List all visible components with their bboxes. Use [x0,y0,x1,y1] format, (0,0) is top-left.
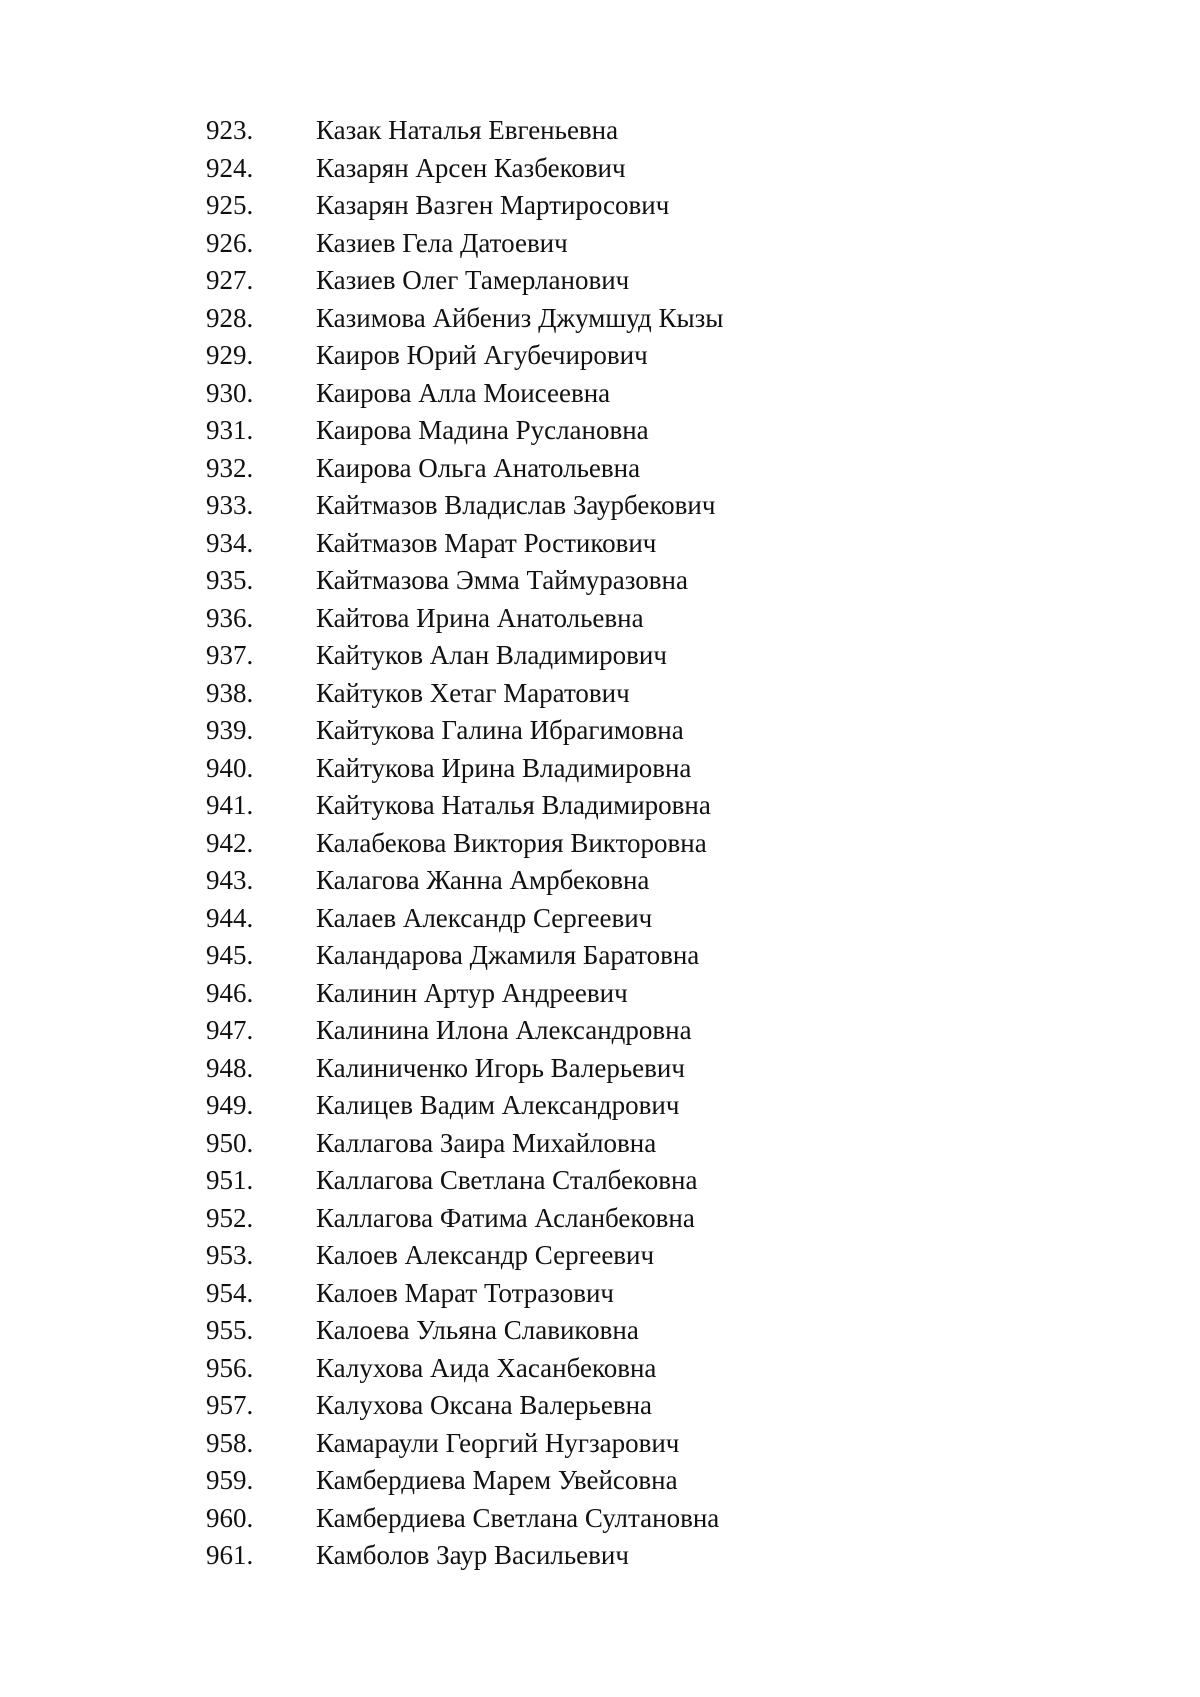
list-item [206,1200,723,1238]
entry-name: Казиев Гела Датоевич [316,227,568,258]
list-item [206,750,723,788]
entry-number: 944. [206,902,254,933]
list-item [206,975,723,1013]
list-item [206,300,723,338]
entry-name: Калицев Вадим Александрович [316,1090,680,1120]
list-item [206,825,723,863]
list-item [206,487,723,525]
list-item [206,450,723,488]
list-item [206,675,723,713]
entry-number: 938. [206,677,254,708]
list-item [206,1237,723,1275]
entry-number: 946. [206,977,254,1008]
entry-number: 956. [206,1352,254,1383]
entry-number: 930. [206,377,254,408]
entry-number: 939. [206,715,254,745]
entry-name: Кайтмазов Марат Ростикович [316,527,657,558]
entry-number: 923. [206,115,254,145]
entry-number: 933. [206,490,254,520]
entry-number: 931. [206,415,254,445]
list-item [206,1500,723,1538]
entry-name: Калаев Александр Сергеевич [316,902,653,933]
list-item [206,1350,723,1388]
entry-number: 925. [206,190,254,220]
list-item [206,1162,723,1200]
entry-number: 929. [206,340,254,370]
entry-name: Казак Наталья Евгеньевна [316,115,619,145]
entry-name: Каллагова Фатима Асланбековна [316,1202,695,1233]
entry-number: 936. [206,602,254,633]
entry-number: 947. [206,1015,254,1045]
entry-number: 954. [206,1277,254,1308]
entry-number: 941. [206,790,254,820]
entry-name: Калухова Аида Хасанбековна [316,1352,657,1383]
entry-name: Кайтова Ирина Анатольевна [316,602,644,633]
list-item [206,1125,723,1163]
entry-number: 934. [206,527,254,558]
entry-number: 961. [206,1540,254,1570]
entry-name: Кайтмазов Владислав Заурбекович [316,490,716,520]
entry-number: 940. [206,752,254,783]
list-item [206,1050,723,1088]
list-item [206,712,723,750]
list-item [206,937,723,975]
entry-name: Калухова Оксана Валерьевна [316,1390,653,1420]
entry-number: 953. [206,1240,254,1270]
entry-number: 951. [206,1165,254,1195]
entry-name: Калоева Ульяна Славиковна [316,1315,639,1345]
entry-number: 928. [206,302,254,333]
entry-name: Камболов Заур Васильевич [316,1540,629,1570]
entry-number: 957. [206,1390,254,1420]
list-item [206,525,723,563]
entry-name: Казарян Арсен Казбекович [316,152,626,183]
entry-number: 927. [206,265,254,295]
entry-number: 948. [206,1052,254,1083]
entry-number: 924. [206,152,254,183]
list-item [206,862,723,900]
list-item [206,112,723,150]
entry-name: Казиев Олег Тамерланович [316,265,630,295]
entry-name: Казимова Айбениз Джумшуд Кызы [316,302,724,333]
entry-number: 937. [206,640,254,670]
entry-name: Каирова Алла Моисеевна [316,377,611,408]
list-item [206,562,723,600]
list-item [206,150,723,188]
entry-name: Калинин Артур Андреевич [316,977,628,1008]
entry-name: Кайтуков Хетаг Маратович [316,677,630,708]
entry-name: Кайтукова Ирина Владимировна [316,752,692,783]
entry-name: Камбердиева Светлана Султановна [316,1502,720,1533]
list-item [206,1312,723,1350]
entry-number: 935. [206,565,254,595]
entry-name: Каиров Юрий Агубечирович [316,340,648,370]
entry-name: Каллагова Заира Михайловна [316,1127,657,1158]
list-item [206,187,723,225]
list-item [206,412,723,450]
entry-name: Калоев Александр Сергеевич [316,1240,655,1270]
entry-name: Калиниченко Игорь Валерьевич [316,1052,685,1083]
entry-name: Камараули Георгий Нугзарович [316,1427,680,1458]
entry-name: Калоев Марат Тотразович [316,1277,614,1308]
entry-number: 949. [206,1090,254,1120]
entry-number: 960. [206,1502,254,1533]
entry-name: Кайтмазова Эмма Таймуразовна [316,565,688,595]
entry-number: 945. [206,940,254,970]
entry-name: Кайтукова Наталья Владимировна [316,790,711,820]
list-item [206,337,723,375]
entry-name: Камбердиева Марем Увейсовна [316,1465,678,1495]
entry-name: Каирова Мадина Руслановна [316,415,649,445]
entry-name: Каллагова Светлана Сталбековна [316,1165,698,1195]
entry-name: Каирова Ольга Анатольевна [316,452,641,483]
list-item [206,262,723,300]
list-item [206,600,723,638]
entry-number: 950. [206,1127,254,1158]
entry-number: 955. [206,1315,254,1345]
list-item [206,1462,723,1500]
entry-name: Калабекова Виктория Викторовна [316,827,707,858]
entry-number: 943. [206,865,254,895]
entry-number: 952. [206,1202,254,1233]
list-item [206,637,723,675]
list-item [206,1425,723,1463]
entry-number: 958. [206,1427,254,1458]
list-item [206,1275,723,1313]
entry-name: Каландарова Джамиля Баратовна [316,940,700,970]
list-item [206,1087,723,1125]
list-item [206,225,723,263]
entry-name: Калинина Илона Александровна [316,1015,692,1045]
entry-number: 932. [206,452,254,483]
entry-number: 959. [206,1465,254,1495]
entry-name: Казарян Вазген Мартиросович [316,190,670,220]
entry-number: 942. [206,827,254,858]
list-item [206,787,723,825]
list-item [206,1012,723,1050]
entry-number: 926. [206,227,254,258]
entry-name: Кайтуков Алан Владимирович [316,640,667,670]
entry-name: Кайтукова Галина Ибрагимовна [316,715,684,745]
name-list [206,112,723,1575]
list-item [206,1387,723,1425]
list-item [206,900,723,938]
list-item [206,1537,723,1575]
entry-name: Калагова Жанна Амрбековна [316,865,650,895]
list-item [206,375,723,413]
